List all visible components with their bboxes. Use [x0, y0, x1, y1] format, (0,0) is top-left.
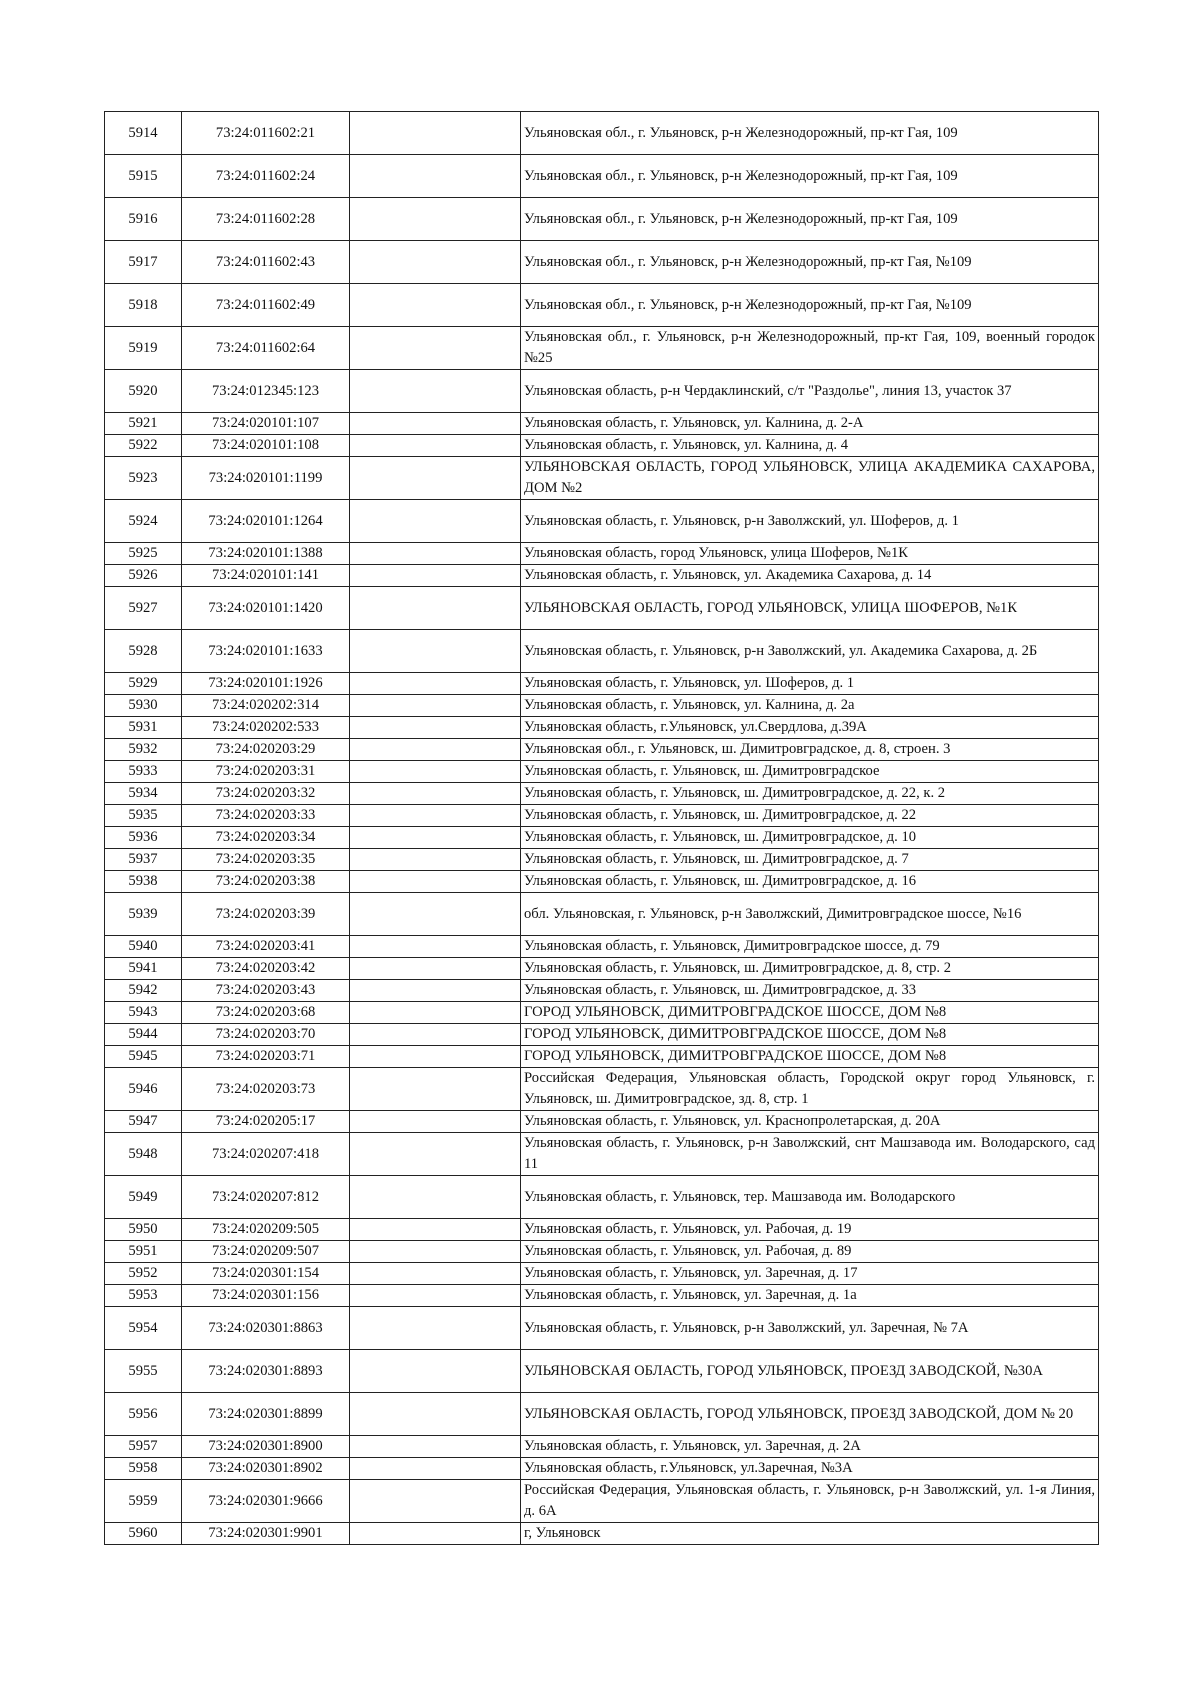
cadastral-number-cell: 73:24:020101:1420	[182, 587, 350, 630]
cadastral-number-cell: 73:24:020209:505	[182, 1219, 350, 1241]
cadastral-number-cell: 73:24:020203:32	[182, 783, 350, 805]
table-row	[105, 936, 1099, 958]
row-number-cell: 5942	[105, 980, 182, 1002]
table-row	[105, 370, 1099, 413]
empty-cell	[350, 673, 521, 695]
empty-cell	[350, 958, 521, 980]
empty-cell	[350, 543, 521, 565]
table-row	[105, 695, 1099, 717]
row-number-cell: 5931	[105, 717, 182, 739]
row-number-cell: 5916	[105, 198, 182, 241]
cadastral-number-cell: 73:24:020202:314	[182, 695, 350, 717]
cadastral-number-cell: 73:24:020301:9666	[182, 1480, 350, 1523]
row-number-cell: 5948	[105, 1133, 182, 1176]
row-number-cell: 5933	[105, 761, 182, 783]
row-number-cell: 5917	[105, 241, 182, 284]
cadastral-number-cell: 73:24:011602:28	[182, 198, 350, 241]
address-cell: Ульяновская область, г. Ульяновск, р-н Заволжский, снт Машзавода им. Володарского, сад 11	[521, 1133, 1099, 1176]
empty-cell	[350, 739, 521, 761]
cadastral-number-cell: 73:24:011602:24	[182, 155, 350, 198]
empty-cell	[350, 1111, 521, 1133]
address-cell: Ульяновская область, г. Ульяновск, ул. Академика Сахарова, д. 14	[521, 565, 1099, 587]
empty-cell	[350, 1458, 521, 1480]
empty-cell	[350, 500, 521, 543]
row-number-cell: 5914	[105, 112, 182, 155]
address-cell: Ульяновская область, город Ульяновск, улица Шоферов, №1К	[521, 543, 1099, 565]
cadastral-number-cell: 73:24:012345:123	[182, 370, 350, 413]
address-cell: обл. Ульяновская, г. Ульяновск, р-н Заволжский, Димитровградское шоссе, №16	[521, 893, 1099, 936]
cadastral-number-cell: 73:24:020203:41	[182, 936, 350, 958]
table-row	[105, 1480, 1099, 1523]
table-row	[105, 1176, 1099, 1219]
row-number-cell: 5955	[105, 1350, 182, 1393]
empty-cell	[350, 1523, 521, 1545]
address-cell: Ульяновская область, г. Ульяновск, р-н Заволжский, ул. Шоферов, д. 1	[521, 500, 1099, 543]
row-number-cell: 5927	[105, 587, 182, 630]
table-row	[105, 1219, 1099, 1241]
table-row	[105, 893, 1099, 936]
empty-cell	[350, 1436, 521, 1458]
cadastral-number-cell: 73:24:011602:49	[182, 284, 350, 327]
empty-cell	[350, 565, 521, 587]
cadastral-number-cell: 73:24:020203:39	[182, 893, 350, 936]
row-number-cell: 5941	[105, 958, 182, 980]
table-row	[105, 155, 1099, 198]
empty-cell	[350, 457, 521, 500]
row-number-cell: 5939	[105, 893, 182, 936]
cadastral-number-cell: 73:24:020301:8863	[182, 1307, 350, 1350]
row-number-cell: 5940	[105, 936, 182, 958]
empty-cell	[350, 761, 521, 783]
cadastral-number-cell: 73:24:020203:29	[182, 739, 350, 761]
table-row	[105, 1002, 1099, 1024]
cadastral-number-cell: 73:24:020203:71	[182, 1046, 350, 1068]
table-row	[105, 630, 1099, 673]
row-number-cell: 5960	[105, 1523, 182, 1545]
row-number-cell: 5921	[105, 413, 182, 435]
address-cell: Ульяновская область, г. Ульяновск, ул. Заречная, д. 1а	[521, 1285, 1099, 1307]
address-cell: Ульяновская область, г. Ульяновск, ул. Калнина, д. 2-А	[521, 413, 1099, 435]
address-cell: Ульяновская обл., г. Ульяновск, р-н Железнодорожный, пр-кт Гая, 109	[521, 198, 1099, 241]
table-row	[105, 980, 1099, 1002]
empty-cell	[350, 980, 521, 1002]
table-row	[105, 1046, 1099, 1068]
empty-cell	[350, 849, 521, 871]
address-cell: Ульяновская обл., г. Ульяновск, р-н Железнодорожный, пр-кт Гая, №109	[521, 284, 1099, 327]
row-number-cell: 5946	[105, 1068, 182, 1111]
row-number-cell: 5920	[105, 370, 182, 413]
table-row	[105, 871, 1099, 893]
address-cell: ГОРОД УЛЬЯНОВСК, ДИМИТРОВГРАДСКОЕ ШОССЕ, ДОМ №8	[521, 1024, 1099, 1046]
empty-cell	[350, 1393, 521, 1436]
address-cell: ГОРОД УЛЬЯНОВСК, ДИМИТРОВГРАДСКОЕ ШОССЕ, ДОМ №8	[521, 1046, 1099, 1068]
table-row	[105, 761, 1099, 783]
address-cell: Ульяновская область, р-н Чердаклинский, с/т "Раздолье", линия 13, участок 37	[521, 370, 1099, 413]
address-cell: Ульяновская область, г.Ульяновск, ул.Заречная, №3А	[521, 1458, 1099, 1480]
address-cell: Ульяновская область, г. Ульяновск, ш. Димитровградское, д. 22, к. 2	[521, 783, 1099, 805]
cadastral-number-cell: 73:24:020203:31	[182, 761, 350, 783]
row-number-cell: 5926	[105, 565, 182, 587]
table-row	[105, 1523, 1099, 1545]
row-number-cell: 5935	[105, 805, 182, 827]
empty-cell	[350, 1350, 521, 1393]
table-row	[105, 112, 1099, 155]
address-cell: Ульяновская область, г. Ульяновск, ш. Димитровградское, д. 16	[521, 871, 1099, 893]
address-cell: Ульяновская область, г. Ульяновск, ш. Димитровградское, д. 22	[521, 805, 1099, 827]
row-number-cell: 5952	[105, 1263, 182, 1285]
table-row	[105, 1133, 1099, 1176]
address-cell: Ульяновская область, г. Ульяновск, ш. Димитровградское, д. 7	[521, 849, 1099, 871]
row-number-cell: 5956	[105, 1393, 182, 1436]
empty-cell	[350, 1307, 521, 1350]
address-cell: УЛЬЯНОВСКАЯ ОБЛАСТЬ, ГОРОД УЛЬЯНОВСК, УЛИЦА АКАДЕМИКА САХАРОВА, ДОМ №2	[521, 457, 1099, 500]
row-number-cell: 5951	[105, 1241, 182, 1263]
cadastral-number-cell: 73:24:020301:8900	[182, 1436, 350, 1458]
empty-cell	[350, 893, 521, 936]
empty-cell	[350, 871, 521, 893]
empty-cell	[350, 327, 521, 370]
row-number-cell: 5958	[105, 1458, 182, 1480]
cadastral-number-cell: 73:24:020301:156	[182, 1285, 350, 1307]
cadastral-number-cell: 73:24:020301:8893	[182, 1350, 350, 1393]
address-cell: Ульяновская область, г. Ульяновск, ул. Шоферов, д. 1	[521, 673, 1099, 695]
empty-cell	[350, 284, 521, 327]
row-number-cell: 5936	[105, 827, 182, 849]
empty-cell	[350, 155, 521, 198]
address-cell: ГОРОД УЛЬЯНОВСК, ДИМИТРОВГРАДСКОЕ ШОССЕ, ДОМ №8	[521, 1002, 1099, 1024]
table-row	[105, 827, 1099, 849]
cadastral-number-cell: 73:24:020207:418	[182, 1133, 350, 1176]
cadastral-number-cell: 73:24:020101:1199	[182, 457, 350, 500]
address-cell: г, Ульяновск	[521, 1523, 1099, 1545]
row-number-cell: 5932	[105, 739, 182, 761]
cadastral-number-cell: 73:24:011602:43	[182, 241, 350, 284]
table-row	[105, 1285, 1099, 1307]
row-number-cell: 5918	[105, 284, 182, 327]
table-row	[105, 717, 1099, 739]
empty-cell	[350, 1241, 521, 1263]
empty-cell	[350, 1068, 521, 1111]
empty-cell	[350, 717, 521, 739]
address-cell: Ульяновская обл., г. Ульяновск, р-н Железнодорожный, пр-кт Гая, 109	[521, 112, 1099, 155]
table-row	[105, 1436, 1099, 1458]
table-row	[105, 1068, 1099, 1111]
empty-cell	[350, 435, 521, 457]
row-number-cell: 5923	[105, 457, 182, 500]
address-cell: Ульяновская область, г. Ульяновск, ул. Калнина, д. 2а	[521, 695, 1099, 717]
table-row	[105, 1350, 1099, 1393]
cadastral-number-cell: 73:24:020203:34	[182, 827, 350, 849]
cadastral-number-cell: 73:24:020101:141	[182, 565, 350, 587]
empty-cell	[350, 827, 521, 849]
address-cell: Российская Федерация, Ульяновская область, Городской округ город Ульяновск, г. Ульяновск, ш. Димитровградское, зд. 8, стр. 1	[521, 1068, 1099, 1111]
cadastral-number-cell: 73:24:020301:154	[182, 1263, 350, 1285]
cadastral-number-cell: 73:24:020203:33	[182, 805, 350, 827]
cadastral-number-cell: 73:24:020203:38	[182, 871, 350, 893]
empty-cell	[350, 241, 521, 284]
address-cell: Ульяновская область, г. Ульяновск, ул. Рабочая, д. 89	[521, 1241, 1099, 1263]
table-row	[105, 1307, 1099, 1350]
empty-cell	[350, 783, 521, 805]
row-number-cell: 5925	[105, 543, 182, 565]
registry-table-body	[105, 112, 1099, 1545]
row-number-cell: 5937	[105, 849, 182, 871]
table-row	[105, 327, 1099, 370]
table-row	[105, 1241, 1099, 1263]
table-row	[105, 435, 1099, 457]
row-number-cell: 5944	[105, 1024, 182, 1046]
cadastral-number-cell: 73:24:011602:21	[182, 112, 350, 155]
table-row	[105, 783, 1099, 805]
table-row	[105, 739, 1099, 761]
cadastral-number-cell: 73:24:020101:108	[182, 435, 350, 457]
cadastral-number-cell: 73:24:020207:812	[182, 1176, 350, 1219]
empty-cell	[350, 198, 521, 241]
empty-cell	[350, 1263, 521, 1285]
table-row	[105, 413, 1099, 435]
table-row	[105, 284, 1099, 327]
empty-cell	[350, 1480, 521, 1523]
table-row	[105, 805, 1099, 827]
row-number-cell: 5949	[105, 1176, 182, 1219]
table-row	[105, 1111, 1099, 1133]
registry-table	[104, 111, 1099, 1545]
table-row	[105, 241, 1099, 284]
row-number-cell: 5934	[105, 783, 182, 805]
address-cell: Ульяновская область, г.Ульяновск, ул.Свердлова, д.39А	[521, 717, 1099, 739]
table-row	[105, 849, 1099, 871]
address-cell: Российская Федерация, Ульяновская область, г. Ульяновск, р-н Заволжский, ул. 1-я Линия, д. 6А	[521, 1480, 1099, 1523]
row-number-cell: 5938	[105, 871, 182, 893]
empty-cell	[350, 1024, 521, 1046]
table-row	[105, 565, 1099, 587]
address-cell: Ульяновская область, г. Ульяновск, ул. Краснопролетарская, д. 20А	[521, 1111, 1099, 1133]
cadastral-number-cell: 73:24:020101:1633	[182, 630, 350, 673]
row-number-cell: 5943	[105, 1002, 182, 1024]
row-number-cell: 5945	[105, 1046, 182, 1068]
cadastral-number-cell: 73:24:020301:8902	[182, 1458, 350, 1480]
empty-cell	[350, 370, 521, 413]
cadastral-number-cell: 73:24:020205:17	[182, 1111, 350, 1133]
empty-cell	[350, 1046, 521, 1068]
row-number-cell: 5930	[105, 695, 182, 717]
empty-cell	[350, 587, 521, 630]
row-number-cell: 5950	[105, 1219, 182, 1241]
table-row	[105, 1393, 1099, 1436]
row-number-cell: 5953	[105, 1285, 182, 1307]
address-cell: Ульяновская обл., г. Ульяновск, р-н Железнодорожный, пр-кт Гая, 109, военный городок №25	[521, 327, 1099, 370]
row-number-cell: 5924	[105, 500, 182, 543]
empty-cell	[350, 112, 521, 155]
cadastral-number-cell: 73:24:020203:68	[182, 1002, 350, 1024]
address-cell: Ульяновская область, г. Ульяновск, ш. Димитровградское, д. 33	[521, 980, 1099, 1002]
row-number-cell: 5957	[105, 1436, 182, 1458]
table-row	[105, 500, 1099, 543]
table-row	[105, 1024, 1099, 1046]
cadastral-number-cell: 73:24:020209:507	[182, 1241, 350, 1263]
empty-cell	[350, 695, 521, 717]
address-cell: УЛЬЯНОВСКАЯ ОБЛАСТЬ, ГОРОД УЛЬЯНОВСК, ПРОЕЗД ЗАВОДСКОЙ, ДОМ № 20	[521, 1393, 1099, 1436]
address-cell: Ульяновская область, г. Ульяновск, тер. Машзавода им. Володарского	[521, 1176, 1099, 1219]
row-number-cell: 5954	[105, 1307, 182, 1350]
address-cell: Ульяновская область, г. Ульяновск, ул. Заречная, д. 17	[521, 1263, 1099, 1285]
row-number-cell: 5915	[105, 155, 182, 198]
empty-cell	[350, 630, 521, 673]
address-cell: Ульяновская обл., г. Ульяновск, ш. Димитровградское, д. 8, строен. 3	[521, 739, 1099, 761]
table-row	[105, 673, 1099, 695]
address-cell: УЛЬЯНОВСКАЯ ОБЛАСТЬ, ГОРОД УЛЬЯНОВСК, ПРОЕЗД ЗАВОДСКОЙ, №30А	[521, 1350, 1099, 1393]
cadastral-number-cell: 73:24:020203:35	[182, 849, 350, 871]
address-cell: Ульяновская область, г. Ульяновск, ш. Димитровградское, д. 10	[521, 827, 1099, 849]
empty-cell	[350, 936, 521, 958]
empty-cell	[350, 1219, 521, 1241]
address-cell: Ульяновская область, г. Ульяновск, ш. Димитровградское	[521, 761, 1099, 783]
cadastral-number-cell: 73:24:020301:9901	[182, 1523, 350, 1545]
cadastral-number-cell: 73:24:011602:64	[182, 327, 350, 370]
cadastral-number-cell: 73:24:020101:107	[182, 413, 350, 435]
empty-cell	[350, 1176, 521, 1219]
address-cell: Ульяновская область, г. Ульяновск, ш. Димитровградское, д. 8, стр. 2	[521, 958, 1099, 980]
cadastral-number-cell: 73:24:020101:1926	[182, 673, 350, 695]
cadastral-number-cell: 73:24:020202:533	[182, 717, 350, 739]
row-number-cell: 5947	[105, 1111, 182, 1133]
table-row	[105, 587, 1099, 630]
table-row	[105, 543, 1099, 565]
address-cell: Ульяновская область, г. Ульяновск, р-н Заволжский, ул. Академика Сахарова, д. 2Б	[521, 630, 1099, 673]
cadastral-number-cell: 73:24:020101:1264	[182, 500, 350, 543]
table-row	[105, 1458, 1099, 1480]
address-cell: Ульяновская область, г. Ульяновск, ул. Калнина, д. 4	[521, 435, 1099, 457]
row-number-cell: 5928	[105, 630, 182, 673]
empty-cell	[350, 1002, 521, 1024]
cadastral-number-cell: 73:24:020203:70	[182, 1024, 350, 1046]
cadastral-number-cell: 73:24:020203:43	[182, 980, 350, 1002]
address-cell: Ульяновская область, г. Ульяновск, Димитровградское шоссе, д. 79	[521, 936, 1099, 958]
table-row	[105, 958, 1099, 980]
empty-cell	[350, 1133, 521, 1176]
row-number-cell: 5959	[105, 1480, 182, 1523]
document-page	[104, 111, 1098, 1545]
table-row	[105, 457, 1099, 500]
address-cell: Ульяновская область, г. Ульяновск, р-н Заволжский, ул. Заречная, № 7А	[521, 1307, 1099, 1350]
address-cell: Ульяновская обл., г. Ульяновск, р-н Железнодорожный, пр-кт Гая, 109	[521, 155, 1099, 198]
address-cell: УЛЬЯНОВСКАЯ ОБЛАСТЬ, ГОРОД УЛЬЯНОВСК, УЛИЦА ШОФЕРОВ, №1К	[521, 587, 1099, 630]
row-number-cell: 5922	[105, 435, 182, 457]
address-cell: Ульяновская область, г. Ульяновск, ул. Рабочая, д. 19	[521, 1219, 1099, 1241]
table-row	[105, 1263, 1099, 1285]
address-cell: Ульяновская область, г. Ульяновск, ул. Заречная, д. 2А	[521, 1436, 1099, 1458]
cadastral-number-cell: 73:24:020301:8899	[182, 1393, 350, 1436]
row-number-cell: 5929	[105, 673, 182, 695]
address-cell: Ульяновская обл., г. Ульяновск, р-н Железнодорожный, пр-кт Гая, №109	[521, 241, 1099, 284]
row-number-cell: 5919	[105, 327, 182, 370]
cadastral-number-cell: 73:24:020203:73	[182, 1068, 350, 1111]
cadastral-number-cell: 73:24:020203:42	[182, 958, 350, 980]
empty-cell	[350, 805, 521, 827]
table-row	[105, 198, 1099, 241]
empty-cell	[350, 1285, 521, 1307]
empty-cell	[350, 413, 521, 435]
cadastral-number-cell: 73:24:020101:1388	[182, 543, 350, 565]
